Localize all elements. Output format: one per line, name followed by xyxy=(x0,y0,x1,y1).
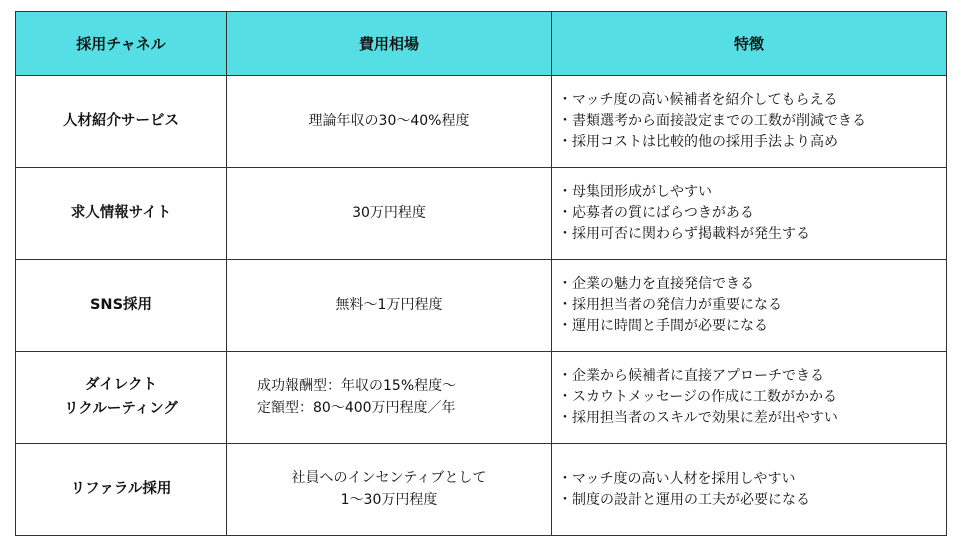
header-channel: 採用チャネル xyxy=(16,12,227,76)
feature-item: ・マッチ度の高い人材を採用しやすい xyxy=(558,470,796,487)
feature-item: ・採用コストは比較的他の採用手法より高め xyxy=(558,134,838,150)
channel-cell xyxy=(16,260,227,352)
features-cell xyxy=(552,168,947,260)
header-features: 特徴 xyxy=(552,12,947,76)
cost-text: 理論年収の30〜40%程度 xyxy=(308,112,470,129)
table-row xyxy=(16,444,947,536)
features-cell xyxy=(552,444,947,536)
features-cell xyxy=(552,352,947,444)
feature-item: ・母集団形成がしやすい xyxy=(558,184,712,200)
table-row xyxy=(16,76,947,168)
cost-text: 社員へのインセンティブとして xyxy=(291,469,487,486)
channel-cell xyxy=(16,76,227,168)
features-cell xyxy=(552,76,947,168)
feature-item: ・企業の魅力を直接発信できる xyxy=(558,276,754,292)
channel-name: リファラル採用 xyxy=(70,480,172,497)
channel-name: 人材紹介サービス xyxy=(63,112,179,129)
table-row xyxy=(16,352,947,444)
table-body xyxy=(16,76,947,536)
channel-name: ダイレクト xyxy=(85,377,157,394)
header-cost: 費用相場 xyxy=(227,12,552,76)
feature-item: ・マッチ度の高い候補者を紹介してもらえる xyxy=(558,92,838,108)
feature-item: ・運用に時間と手間が必要になる xyxy=(558,318,768,334)
table-row xyxy=(16,168,947,260)
feature-item: ・応募者の質にばらつきがある xyxy=(558,205,754,221)
cost-text: 成功報酬型：年収の15%程度〜 xyxy=(257,377,457,394)
feature-item: ・制度の設計と運用の工夫が必要になる xyxy=(558,491,810,508)
feature-item: ・企業から候補者に直接アプローチできる xyxy=(558,368,824,384)
channel-cell xyxy=(16,444,227,536)
cost-cell xyxy=(227,352,552,444)
cost-text: 1〜30万円程度 xyxy=(340,491,438,508)
cost-cell xyxy=(227,168,552,260)
channel-cell xyxy=(16,352,227,444)
cost-text: 30万円程度 xyxy=(352,204,426,221)
channel-name: リクルーティング xyxy=(64,400,178,417)
feature-item: ・採用担当者の発信力が重要になる xyxy=(558,297,782,313)
channel-name: SNS採用 xyxy=(89,296,153,313)
features-cell xyxy=(552,260,947,352)
table-row xyxy=(16,260,947,352)
cost-cell xyxy=(227,444,552,536)
feature-item: ・採用可否に関わらず掲載料が発生する xyxy=(558,226,810,242)
table-header xyxy=(16,12,947,76)
cost-text: 定額型：80〜400万円程度／年 xyxy=(257,399,456,416)
cost-text: 無料〜1万円程度 xyxy=(335,296,443,313)
channel-cell xyxy=(16,168,227,260)
feature-item: ・スカウトメッセージの作成に工数がかかる xyxy=(558,389,838,405)
header-row xyxy=(16,12,947,76)
cost-cell xyxy=(227,76,552,168)
recruitment-channel-table xyxy=(15,11,947,536)
feature-item: ・採用担当者のスキルで効果に差が出やすい xyxy=(558,410,838,426)
cost-cell xyxy=(227,260,552,352)
channel-name: 求人情報サイト xyxy=(70,204,172,221)
feature-item: ・書類選考から面接設定までの工数が削減できる xyxy=(558,113,866,129)
